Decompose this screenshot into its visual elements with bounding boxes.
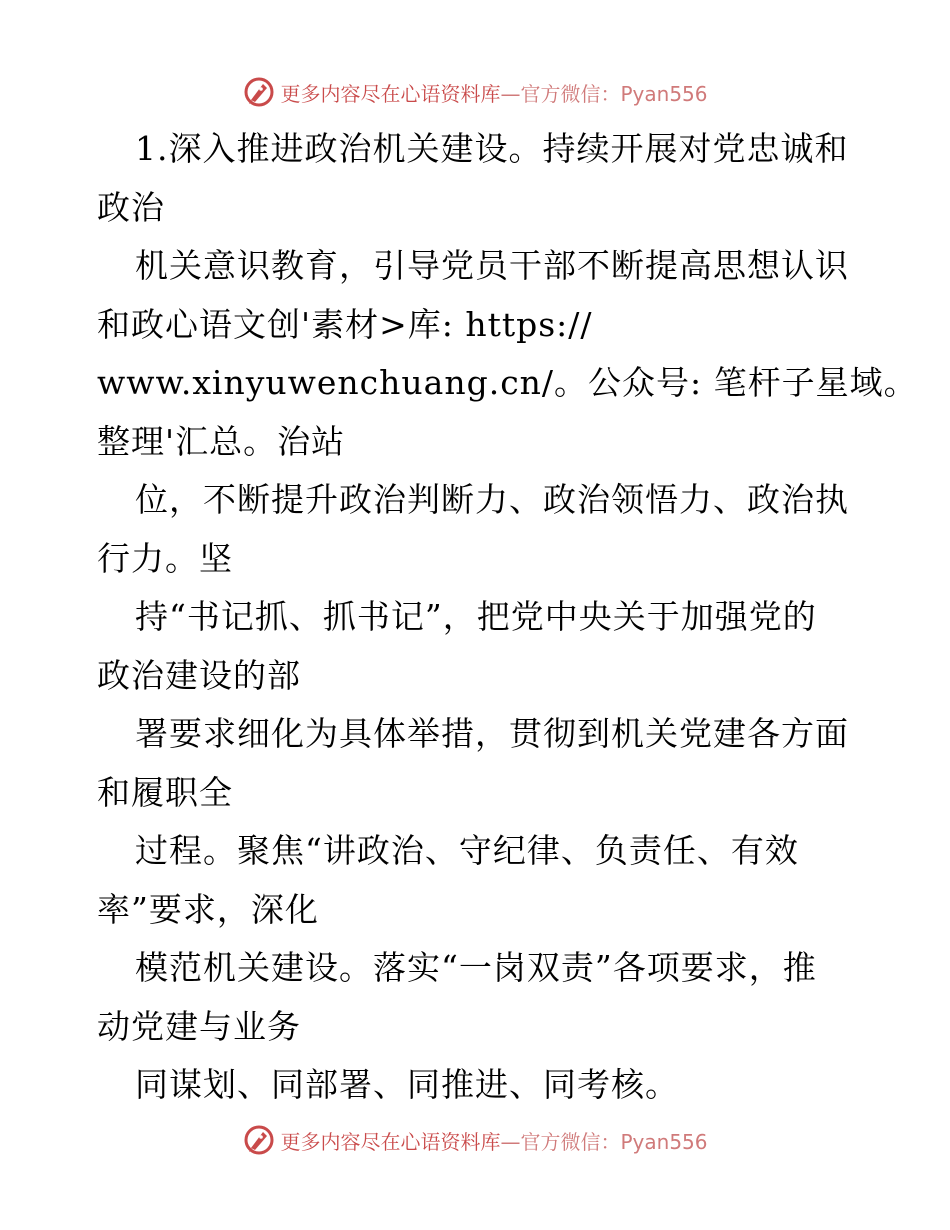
document-body <box>97 120 918 1115</box>
body-line: www.xinyuwenchuang.cn/。公众号: 笔杆子星域。 <box>97 363 918 402</box>
body-line: 政治 <box>97 187 165 227</box>
pen-nib-logo-icon <box>242 1123 276 1157</box>
header-watermark-banner <box>0 72 950 112</box>
body-line: 持“书记抓、抓书记”，把党中央关于加强党的 <box>135 597 817 636</box>
body-line: 动党建与业务 <box>97 1006 301 1046</box>
body-line: 署要求细化为具体举措，贯彻到机关党建各方面 <box>135 714 849 753</box>
body-line: 过程。聚焦“讲政治、守纪律、负责任、有效 <box>135 831 799 870</box>
body-line: 模范机关建设。落实“一岗双责”各项要求，推 <box>135 948 817 987</box>
body-line: 率”要求，深化 <box>97 889 319 929</box>
watermark-text: 更多内容尽在心语资料库—官方微信：Pyan556 <box>280 1129 708 1154</box>
body-line: 位，不断提升政治判断力、政治领悟力、政治执 <box>135 480 849 519</box>
body-line: 和政心语文创'素材>库: https:// <box>97 304 593 344</box>
body-line: 和履职全 <box>97 772 233 812</box>
body-line: 1.深入推进政治机关建设。持续开展对党忠诚和 <box>135 129 849 168</box>
body-line: 行力。坚 <box>97 538 233 578</box>
body-line: 政治建设的部 <box>97 655 301 695</box>
body-line: 同谋划、同部署、同推进、同考核。 <box>135 1065 679 1104</box>
watermark-text: 更多内容尽在心语资料库—官方微信：Pyan556 <box>280 81 708 106</box>
body-line: 机关意识教育，引导党员干部不断提高思想认识 <box>135 246 849 285</box>
body-line: 整理'汇总。治站 <box>97 421 346 461</box>
pen-nib-logo-icon <box>242 75 276 109</box>
footer-watermark-banner <box>0 1120 950 1160</box>
